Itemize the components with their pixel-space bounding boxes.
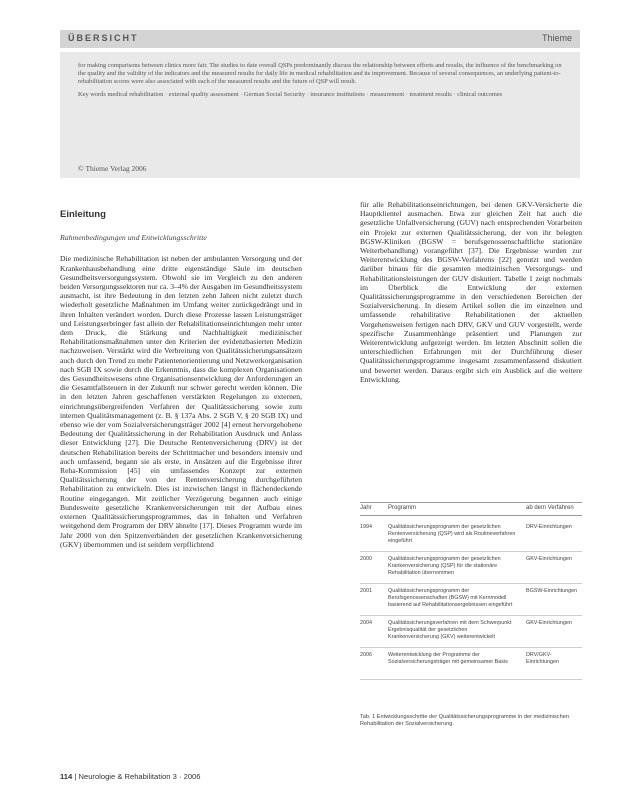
row-year: 2006 — [360, 652, 372, 658]
body-text-right: für alle Rehabilitationseinrichtungen, bei denen GKV-Versicherte die Hauptklientel ausmachen. Etwa zur gleichen Zeit hat auch die gesetzliche Unfallversicherung (GUV) nach entsprechenden Vorarbeiten ein Projekt zur externen Qualitätssicherung, der von ihr belegten BGSW-Kliniken (BGSW = berufsgenossenschaftliche stationäre Weiterbehandlung) vorangeführt [37]. Die Ergebnisse wurden zur Weiterentwicklung des BGSW-Verfahrens [22] genutzt und werden darüber hinaus für die gesamten medizinischen Versorgungs- und Rehabilitationsleistungen der GUV diskutiert. Tabelle 1 zeigt nochmals im Überblick die Entwicklung der externen Qualitätssicherungsprogramme in den verschiedenen Bereichen der Sozialversicherung. In diesem Artikel sollen die im einzelnen und umfassende rehabilitative Rehabilitationen der aktuellen Vorgehensweisen fertigen nach DRV, GKV und GUV vorgestellt, werde spezifische Zusammenhänge präsentiert und Planungen zur Weiterentwicklung aufgezeigt werden. Im letzten Abschnitt sollen die unterschiedlichen Erfahrungen mit der Durchführung dieser Qualitätssicherungsprogramme insgesamt zusammenfassend diskutiert und bewertet werden. Daraus ergibt sich ein Ausblick auf die weitere Entwicklung. — [360, 200, 582, 384]
abstract-text: for making comparisons between clinics more fair. The studies to date overall QSPs predominantly discuss the relationship between efforts and results, the influence of the benchmarking on the quality and the validity of the indicators and the measured results for daily life in medical rehabilitation and its improvement. Because of several consequences, an underlying patient-to-rehabilitation scores were also associated with each of the measured results and the future of QSP will result. — [78, 62, 562, 86]
row-year: 2004 — [360, 620, 372, 626]
right-column — [360, 200, 582, 384]
copyright: © Thieme Verlag 2006 — [78, 164, 147, 173]
publisher-logo: Thieme — [541, 33, 572, 43]
row-who: GKV-Einrichtungen — [526, 556, 572, 562]
page-header — [60, 30, 580, 48]
row-text: Qualitätssicherungsprogramm der gesetzlichen Rentenversicherung (QSP) wird als Routineverfahren eingeführt — [388, 524, 516, 544]
table-1 — [360, 502, 582, 742]
row-year: 2000 — [360, 556, 372, 562]
left-column — [60, 200, 302, 549]
row-text: Qualitätssicherungsprogramm der gesetzlichen Krankenversicherung (QSP) für die stationäre Rehabilitation übernommen — [388, 556, 501, 576]
table-row — [360, 616, 582, 648]
row-who: DRV/GKV-Einrichtungen — [526, 652, 559, 665]
section-heading: Einleitung — [60, 209, 106, 220]
page-number: 114 — [60, 772, 73, 781]
table-row — [360, 584, 582, 616]
abstract-box — [60, 52, 580, 178]
row-who: GKV-Einrichtungen — [526, 620, 572, 626]
row-text: Weiterentwicklung der Programme der Sozialversicherungsträger mit gemeinsamer Basis — [388, 652, 508, 665]
journal-citation: Neurologie & Rehabilitation 3 · 2006 — [78, 772, 201, 781]
body-text-left: Die medizinische Rehabilitation ist neben der ambulanten Versorgung und der Krankenhausbehandlung eine dritte eigenständige Säule im deutschen Gesundheitsversorgungssystem. Obwohl sie im Vergleich zu den anderen beiden Versorgungssektoren nur ca. 3–4% der Ausgaben im Gesundheitssystem ausmacht, ist ihre Bedeutung in den letzten zehn Jahren nicht zuletzt durch wiederholt gesetzliche Maßnahmen im Umfang weiter zurückgedrängt und in ihren Inhalten verändert worden. Durch diese Prozesse lassen Leistungsträger und Leistungserbringer fast allein der Rehabilitationseinrichtungen mehr unter dem Druck, die Stärkung und Nachhaltigkeit medizinischer Rehabilitationsmaßnahmen unter den Kriterien der evidenzbasierten Medizin nachzuweisen. Verstärkt wird die Verbreitung von Qualitätssicherungsansätzen auch durch den Trend zu mehr Patientenorientierung und Netzwerkorganisation nach SGB IX sowie durch die Erkenntnis, dass die komplexen Organisationen des Gesundheitswesens ohne Organisationsentwicklung der Anforderungen an die Gesamtfallsteuern in der Zukunft nur schwer gerecht werden können. Die in den letzten Jahren geschaffenen verstärkten Regelungen zu externen, einrichtungsübergreifenden Verfahren der Qualitätssicherung sowie zum internen Qualitätsmanagement (z. B. § 137a Abs. 2 SGB V, § 20 SGB IX) und ebenso wie der vom Sozialversicherungsträger 2002 [4] erneut hervorgehobene Bedeutung der Qualitätssicherung in der Rehabilitation Ausdruck und Anlass dieser Entwicklung [27]. Die Deutsche Rentenversicherung (DRV) ist der deutschen Rehabilitation bereits der Schrittmacher und besonders intensiv und auch umfassend, begann sie als erste, in Ansätzen auf die Ergebnisse ihrer Reha-Kommission [45] ein umfassendes Konzept zur externen Qualitätssicherung der von der Rentenversicherung durchgeführten Rehabilitation zu entwickeln. Dies ist inzwischen längst in flächendeckende Routine eingegangen. Mit zeitlicher Verzögerung begannen auch einige Bundesweite gesetzliche Krankenversicherungen mit der Aufbau eines externen Qualitätssicherungsprogrammes, das in Inhalten und Verfahren weitgehend dem Programm der DRV ähnelte [17]. Dieses Programm wurde im Jahr 2000 von den Spitzenverbänden der gesetzlichen Krankenversicherung (GKV) übernommen und ist seitdem verpflichtend — [60, 254, 302, 549]
col-header-year: Jahr — [360, 505, 372, 511]
section-label: ÜBERSICHT — [68, 33, 139, 43]
table-header — [360, 502, 582, 516]
col-header-who: ab dem Verfahren — [526, 505, 574, 511]
row-text: Qualitätssicherungsverfahren mit dem Schwerpunkt Ergebnisqualität der gesetzlichen Krankenversicherung (GKV) weiterentwickelt — [388, 620, 512, 640]
table-caption: Tab. 1 Entwicklungsschritte der Qualitätssicherungsprogramme in der medizinischen Rehabilitation der Sozialversicherung. — [360, 714, 569, 727]
page-footer: 114 | Neurologie & Rehabilitation 3 · 2006 — [60, 772, 201, 781]
table-row — [360, 648, 582, 680]
row-year: 2001 — [360, 588, 372, 594]
section-subheading: Rahmenbedingungen und Entwicklungsschritte — [60, 233, 207, 243]
table-row — [360, 520, 582, 552]
row-who: BGSW-Einrichtungen — [526, 588, 578, 594]
row-text: Qualitätssicherungsprogramm der Berufsgenossenschaften (BGSW) mit Kernmodell basierend auf Rehabilitationsergebnissen eingeführt — [388, 588, 513, 608]
col-header-program: Programm — [388, 505, 417, 511]
row-year: 1994 — [360, 524, 372, 530]
keywords: Key words medical rehabilitation · external quality assessment · German Social Security · insurance institutions · measurement · treatment results · clinical outcomes — [78, 90, 503, 98]
row-who: DRV-Einrichtungen — [526, 524, 572, 530]
table-row — [360, 552, 582, 584]
